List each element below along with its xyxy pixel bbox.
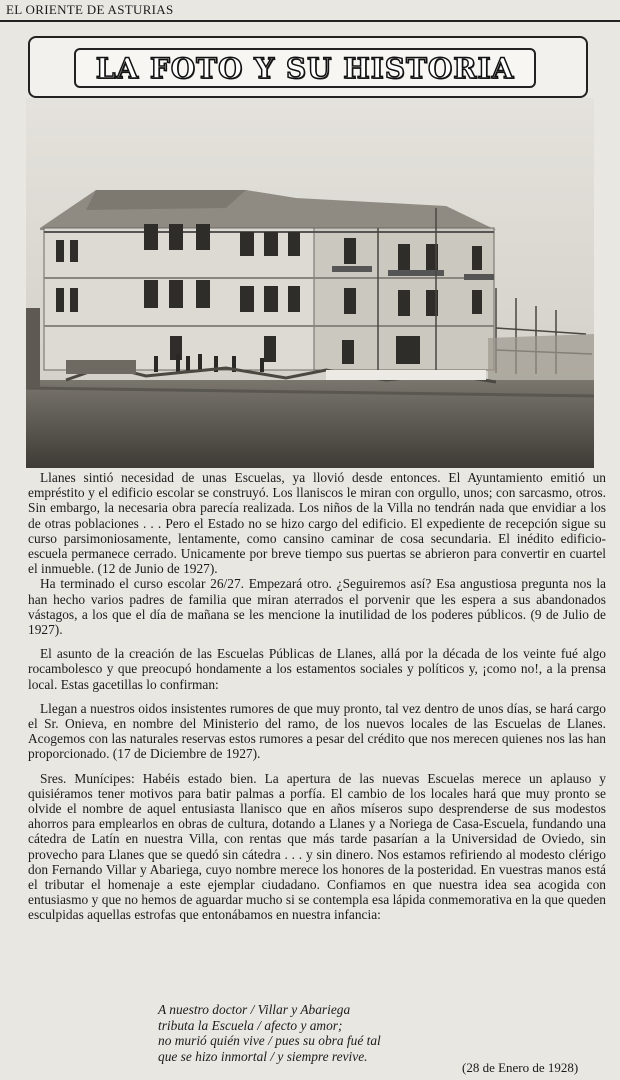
commemorative-poem xyxy=(158,1002,578,1064)
article-paragraph: Ha terminado el curso escolar 26/27. Empezará otro. ¿Seguiremos así? Esa angustiosa pregunta nos la han hecho varios padres de familia que miran aterrados el porvenir que les espera a sus abandonados vástagos, a los que el día de mañana se les mencione la inutilidad de los poderes públicos. (9 de Julio de 1927). xyxy=(28,576,606,638)
newspaper-name: EL ORIENTE DE ASTURIAS xyxy=(6,2,174,17)
article-paragraph: Llanes sintió necesidad de unas Escuelas, ya llovió desde entonces. El Ayuntamiento emitió un empréstito y el edificio escolar se construyó. Los llaniscos le miran con orgullo, unos; con sarcasmo, otros. Sin embargo, la necesaria obra parecía realizada. Los niños de la Villa no tendrán nada que envidiar a los de otras poblaciones . . . Pero el Estado no se hizo cargo del edificio. El expediente de recepción sigue su curso parsimoniosamente, lentamente, como cansino caminar de cosa secundaria. El inédito edificio-escuela permanece cerrado. Unicamente por breve tiempo sus puertas se abrieron para convertir en cuartel el inmueble. (12 de Junio de 1927). xyxy=(28,470,606,577)
section-title: LA FOTO Y SU HISTORIA xyxy=(95,51,515,85)
closing-date: (28 de Enero de 1928) xyxy=(462,1060,579,1075)
school-building-illustration xyxy=(26,98,594,468)
article-body xyxy=(28,470,606,923)
poem-line: A nuestro doctor / Villar y Abariega xyxy=(158,1002,351,1017)
poem-line: no murió quién vive / pues su obra fué tal xyxy=(158,1033,381,1048)
newspaper-masthead xyxy=(6,2,614,18)
poem-line: tributa la Escuela / afecto y amor; xyxy=(158,1017,343,1033)
masthead-rule xyxy=(0,20,620,22)
school-building-photo xyxy=(26,98,594,468)
article-paragraph: El asunto de la creación de las Escuelas Públicas de Llanes, allá por la década de los veinte fué algo rocambolesco y que preocupó hondamente a los estamentos sociales y políticos y, ¡como no!, a la prensa local. Estas gacetillas lo confirman: xyxy=(28,646,606,692)
poem-line: que se hizo inmortal / y siempre revive. xyxy=(158,1048,368,1064)
section-title-box xyxy=(74,48,536,88)
article-paragraph: Sres. Munícipes: Habéis estado bien. La apertura de las nuevas Escuelas merece un aplauso y quisiéramos tener motivos para batir palmas a porfía. El cambio de los locales hará que muy pronto se olvide el nombre de aquel entusiasta llanisco que en años míseros supo desprenderse de sus modestos ahorros para emplearlos en obras de cultura, dotando a Llanes y a Noriega de Casa-Escuela, fundando una cátedra de Latín en nuestra Villa, con rentas que más tarde pasarían a la Universidad de Oviedo, sin provecho para Llanes que se quedó sin cátedra . . . y sin dinero. Nos estamos refiriendo al modesto clérigo don Fernando Villar y Abariega, cuyo nombre merece los honores de la posteridad. En vuestras manos está el tributar el homenaje a este ejemplar ciudadano. Confiamos en que nuestra idea sea acogida con entusiasmo y que no hemos de aguardar mucho si se contempla esa lápida conmemorativa en la que queden esculpidas aquellas estrofas que entonábamos en nuestra infancia: xyxy=(28,770,606,923)
article-paragraph: Llegan a nuestros oidos insistentes rumores de que muy pronto, tal vez dentro de unos días, se hará cargo el Sr. Onieva, en nombre del Ministerio del ramo, de los nuevos locales de las Escuelas de Llanes. Acogemos con las naturales reservas estos rumores a pesar del crédito que nos merecen quienes nos las han proporcionado. (17 de Diciembre de 1927). xyxy=(28,700,606,762)
